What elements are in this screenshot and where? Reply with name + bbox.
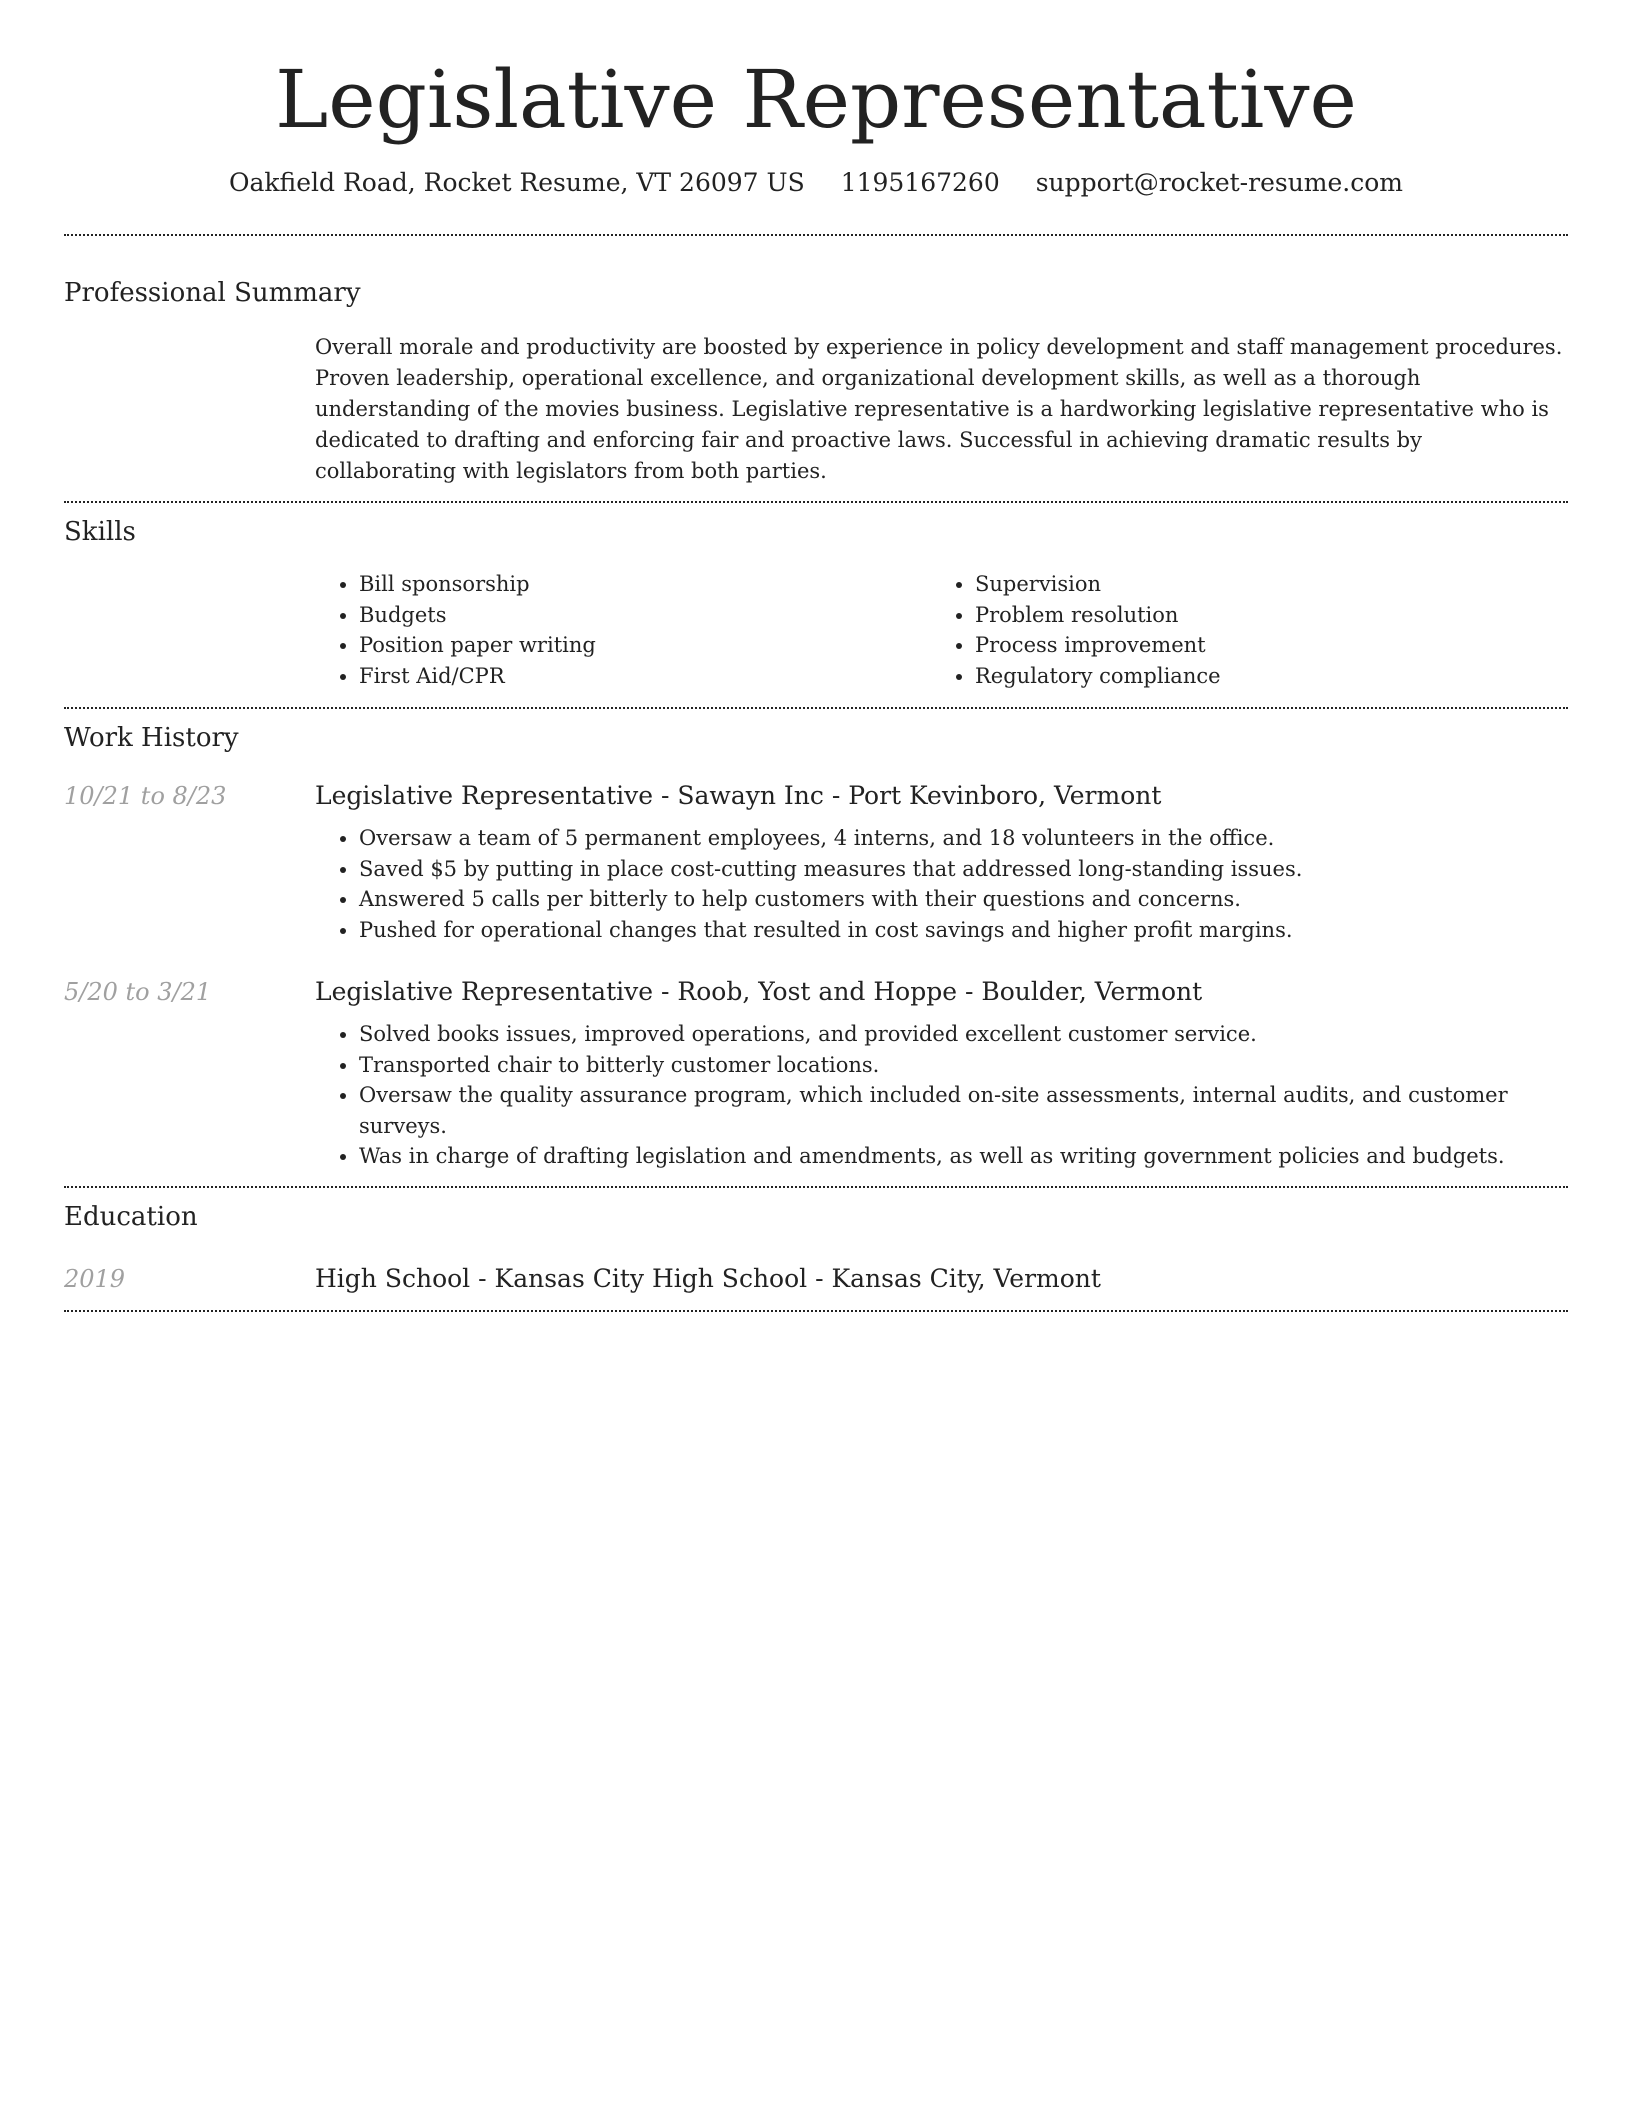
- skill-item: • Supervision: [975, 569, 1545, 600]
- work-entry: [64, 975, 1568, 1172]
- education-school: - Kansas City High School - Kansas City, Vermont: [470, 1263, 1101, 1293]
- work-entry: [64, 779, 1568, 945]
- job-company: - Sawayn Inc - Port Kevinboro, Vermont: [653, 781, 1162, 810]
- summary-section: [64, 236, 1568, 501]
- skill-item: • Problem resolution: [975, 600, 1545, 631]
- job-bullets: [315, 1019, 1568, 1172]
- education-date: 2019: [64, 1264, 126, 1293]
- summary-text: Overall morale and productivity are boosted by experience in policy development and staff management procedures. Proven leadership, operational excellence, and organizational development skills, as well as a thorough understanding of the movies business. Legislative representative is a hardworking legislative representative who is dedicated to drafting and enforcing fair and proactive laws. Successful in achieving dramatic results by collaborating with legislators from both parties.: [315, 335, 1563, 483]
- job-heading: [315, 975, 1568, 1009]
- contact-email: support@rocket-resume.com: [1035, 168, 1404, 197]
- job-bullet: • Solved books issues, improved operations, and provided excellent customer service.: [359, 1019, 1568, 1050]
- job-bullet: • Oversaw the quality assurance program, which included on-site assessments, internal audits, and customer surveys.: [359, 1080, 1568, 1141]
- skill-item: • Process improvement: [975, 630, 1545, 661]
- work-details: [315, 975, 1568, 1172]
- contact-address: Oakfield Road, Rocket Resume, VT 26097 US: [228, 168, 805, 197]
- education-details: [315, 1262, 1568, 1296]
- job-role: Legislative Representative: [315, 977, 654, 1006]
- job-bullet: • Saved $5 by putting in place cost-cutting measures that addressed long-standing issues.: [359, 854, 1568, 885]
- work-details: [315, 779, 1568, 945]
- skill-item: • Budgets: [359, 600, 931, 631]
- summary-title: Professional Summary: [64, 278, 361, 308]
- skill-item: • Bill sponsorship: [359, 569, 931, 600]
- contact-phone: 1195167260: [840, 168, 1000, 197]
- job-bullet: • Answered 5 calls per bitterly to help customers with their questions and concerns.: [359, 884, 1568, 915]
- job-heading: [315, 779, 1568, 813]
- work-history-title: Work History: [64, 723, 239, 753]
- skills-list-left: [315, 569, 931, 691]
- divider: [64, 1310, 1568, 1312]
- education-heading: [315, 1262, 1568, 1296]
- job-bullets: [315, 823, 1568, 945]
- education-title: Education: [64, 1201, 198, 1232]
- skills-section: [64, 503, 1568, 707]
- job-bullet: • Pushed for operational changes that resulted in cost savings and higher profit margins.: [359, 915, 1568, 946]
- education-section: [64, 1188, 1568, 1310]
- education-entry: [64, 1262, 1568, 1296]
- skills-title: Skills: [64, 517, 136, 547]
- education-degree: High School: [315, 1263, 471, 1293]
- job-bullet: • Was in charge of drafting legislation and amendments, as well as writing government policies and budgets.: [359, 1141, 1568, 1172]
- job-bullet: • Transported chair to bitterly customer locations.: [359, 1050, 1568, 1081]
- resume-name: Legislative Representative: [275, 53, 1357, 146]
- job-role: Legislative Representative: [315, 781, 654, 810]
- resume-page: [64, 0, 1568, 1312]
- job-bullet: • Oversaw a team of 5 permanent employees, 4 interns, and 18 volunteers in the office.: [359, 823, 1568, 854]
- skills-list-right: [931, 569, 1545, 691]
- work-date: 5/20 to 3/21: [64, 978, 212, 1006]
- skill-item: • Regulatory compliance: [975, 661, 1545, 692]
- work-date: 10/21 to 8/23: [64, 782, 227, 810]
- contact-line: [64, 166, 1568, 200]
- skill-item: • Position paper writing: [359, 630, 931, 661]
- work-history-section: [64, 709, 1568, 1186]
- job-company: - Roob, Yost and Hoppe - Boulder, Vermont: [653, 977, 1203, 1006]
- skill-item: • First Aid/CPR: [359, 661, 931, 692]
- skills-grid: [315, 569, 1568, 691]
